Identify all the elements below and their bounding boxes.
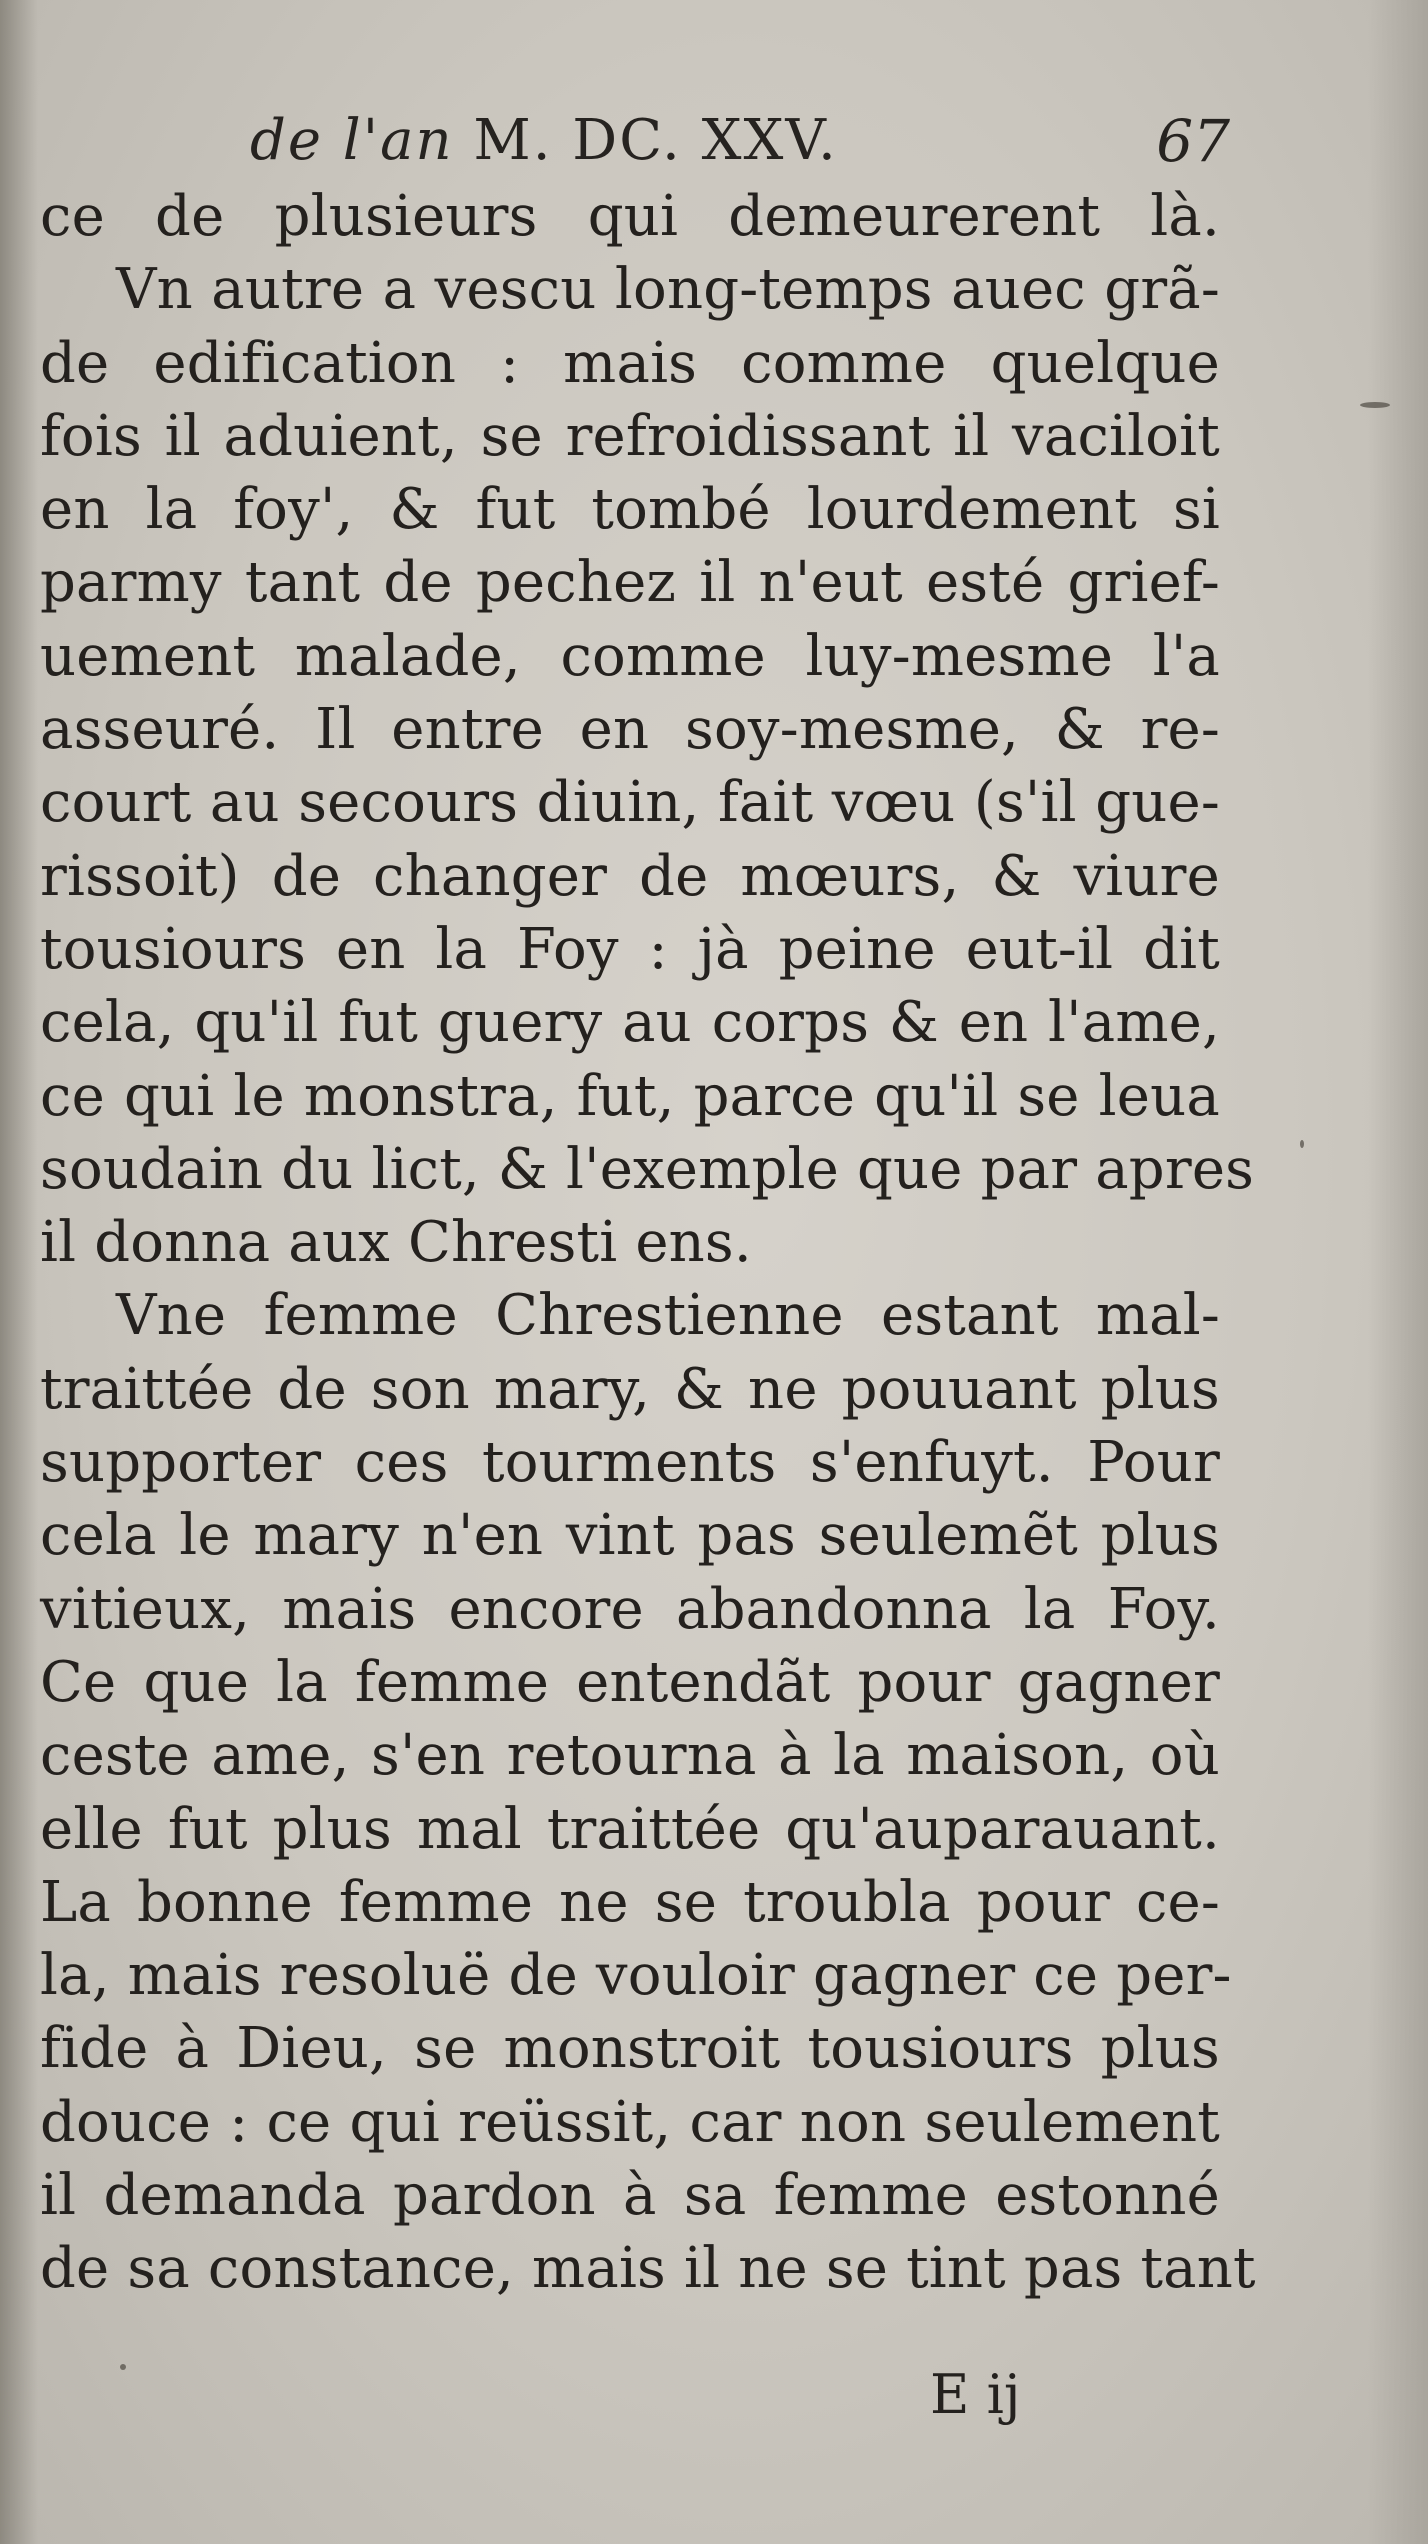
text-line: traittée de son mary, & ne pouuant plus bbox=[40, 1356, 1220, 1422]
ink-speck bbox=[120, 2364, 126, 2370]
text-line: fois il aduient, se refroidissant il vaciloit bbox=[40, 403, 1220, 469]
text-line: elle fut plus mal traittée qu'auparauant. bbox=[40, 1796, 1220, 1862]
text-line: court au secours diuin, fait vœu (s'il gue- bbox=[40, 770, 1220, 836]
running-head-italic: de l'an bbox=[250, 108, 454, 173]
page-header bbox=[250, 96, 1230, 186]
text-line: douce : ce qui reüssit, car non seulement bbox=[40, 2089, 1220, 2155]
running-head bbox=[250, 96, 838, 186]
page-number: 67 bbox=[1156, 107, 1230, 175]
signature-mark: E ij bbox=[930, 2363, 1021, 2426]
page-gutter-shadow bbox=[0, 0, 38, 2544]
text-line: La bonne femme ne se troubla pour ce- bbox=[40, 1869, 1220, 1935]
text-line: il demanda pardon à sa femme estonné bbox=[40, 2163, 1220, 2229]
page-edge-shadow bbox=[1368, 0, 1428, 2544]
text-line: vitieux, mais encore abandonna la Foy. bbox=[40, 1576, 1220, 1642]
text-line: ceste ame, s'en retourna à la maison, où bbox=[40, 1723, 1220, 1789]
text-line: de sa constance, mais il ne se tint pas tant bbox=[40, 2236, 1256, 2302]
text-line: asseuré. Il entre en soy-mesme, & re- bbox=[40, 697, 1220, 763]
text-line: Vne femme Chrestienne estant mal- bbox=[116, 1283, 1220, 1349]
ink-speck bbox=[1360, 402, 1390, 408]
text-line: tousiours en la Foy : jà peine eut-il dit bbox=[40, 916, 1220, 982]
body-text bbox=[40, 180, 1256, 2306]
ink-speck bbox=[1300, 1140, 1304, 1148]
text-line: Vn autre a vescu long-temps auec grã- bbox=[116, 257, 1220, 323]
text-line: ce de plusieurs qui demeurerent là. bbox=[40, 184, 1220, 249]
text-line: soudain du lict, & l'exemple que par apres bbox=[40, 1136, 1255, 1202]
text-line: de edification : mais comme quelque bbox=[40, 330, 1220, 396]
text-line: parmy tant de pechez il n'eut esté grief- bbox=[40, 550, 1220, 616]
text-line: cela, qu'il fut guery au corps & en l'ame, bbox=[40, 990, 1220, 1056]
text-line: en la foy', & fut tombé lourdement si bbox=[40, 477, 1220, 543]
text-line: ce qui le monstra, fut, parce qu'il se leua bbox=[40, 1063, 1220, 1129]
text-line: uement malade, comme luy-mesme l'a bbox=[40, 623, 1220, 689]
text-line: fide à Dieu, se monstroit tousiours plus bbox=[40, 2016, 1220, 2082]
text-line: Ce que la femme entendãt pour gagner bbox=[40, 1649, 1220, 1715]
running-head-year: M. DC. XXV. bbox=[473, 108, 838, 173]
text-line: supporter ces tourments s'enfuyt. Pour bbox=[40, 1430, 1220, 1496]
text-line: rissoit) de changer de mœurs, & viure bbox=[40, 843, 1220, 909]
text-line: cela le mary n'en vint pas seulemẽt plus bbox=[40, 1503, 1220, 1569]
text-line: la, mais resoluë de vouloir gagner ce per- bbox=[40, 1943, 1232, 2009]
text-line: il donna aux Chresti ens. bbox=[40, 1210, 752, 1276]
